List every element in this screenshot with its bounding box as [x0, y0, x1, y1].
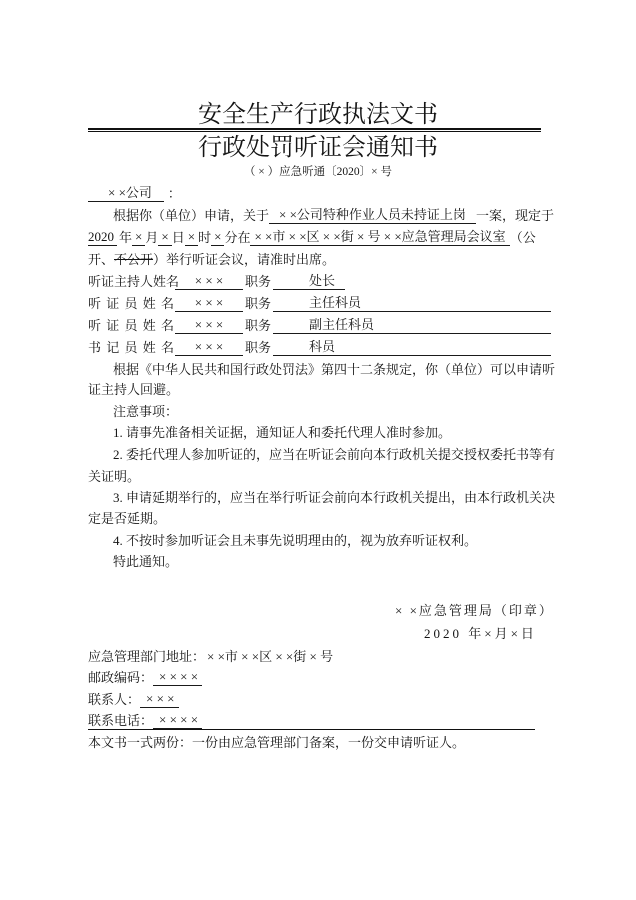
- issue-date: [424, 624, 537, 642]
- hearing-hour: ×: [185, 229, 198, 246]
- staff-name: × × ×: [175, 339, 243, 356]
- hearing-minute: ×: [211, 229, 224, 246]
- phone-label: 联系电话：: [88, 713, 154, 728]
- hearing-location: × ×市 × ×区 × ×街 × 号 × ×应急管理局会议室: [250, 229, 509, 246]
- addressee-name: × ×公司: [88, 185, 164, 202]
- document-title: 行政处罚听证会通知书: [198, 135, 438, 161]
- note-text: 2. 委托代理人参加听证的，应当在听证会前向本行政机关提交授权委托书等有: [113, 447, 556, 462]
- note-item-1: [113, 423, 451, 441]
- note-item-2-cont: [88, 467, 140, 485]
- notice-suffix: 一案，现定于: [475, 208, 554, 223]
- public-option-end: 开、: [88, 252, 115, 267]
- staff-label: 书 记 员 姓 名: [88, 340, 174, 355]
- staff-name: × × ×: [175, 317, 243, 334]
- footnote-text: 本文书一式两份：一份由应急管理部门备案，一份交申请听证人。: [88, 735, 466, 750]
- minute-unit: 分在: [224, 230, 251, 245]
- legal-basis-text: 根据《中华人民共和国行政处罚法》第四十二条规定，你（单位）可以申请听: [113, 362, 556, 377]
- staff-row-presiding: [88, 272, 345, 290]
- note-text: 定是否延期。: [88, 511, 167, 526]
- closing-line: [113, 552, 178, 570]
- notice-line-1: [113, 206, 554, 224]
- staff-row-hearing-officer-2: [88, 316, 551, 334]
- contact-postal: [88, 668, 202, 686]
- person-value: × × ×: [140, 691, 179, 708]
- case-name: × ×公司特种作业人员未持证上岗: [269, 207, 476, 224]
- staff-duty: 处长: [273, 273, 345, 290]
- title-rule-thick: [88, 128, 541, 130]
- note-text: 3. 申请延期举行的，应当在举行听证会前向本行政机关提出，由本行政机关决: [113, 490, 556, 505]
- notice-prefix: 根据你（单位）申请，关于: [113, 208, 270, 223]
- hearing-year: 2020: [88, 229, 117, 246]
- staff-duty: 科员: [273, 339, 551, 356]
- notice-line-2: [88, 228, 536, 246]
- hearing-month: ×: [132, 229, 145, 246]
- staff-row-clerk: [88, 338, 551, 356]
- note-item-3: [113, 488, 555, 506]
- staff-label: 听 证 员 姓 名: [88, 296, 174, 311]
- issuer-seal: [395, 601, 554, 619]
- year-unit: 年: [119, 230, 133, 245]
- notice-line-3: [88, 250, 335, 268]
- legal-basis-line-1: [113, 360, 555, 378]
- issuer-name: × ×应急管理局（印章）: [395, 603, 554, 618]
- address-label: 应急管理部门地址：: [88, 649, 206, 664]
- contact-phone: [88, 711, 202, 729]
- staff-name: × × ×: [175, 295, 243, 312]
- notes-heading-text: 注意事项：: [113, 404, 179, 419]
- staff-duty: 主任科员: [273, 295, 551, 312]
- note-item-4: [113, 531, 477, 549]
- staff-duty-label: 职务: [244, 318, 271, 333]
- note-text: 1. 请事先准备相关证据，通知证人和委托代理人准时参加。: [113, 425, 452, 440]
- staff-label: 听 证 员 姓 名: [88, 318, 174, 333]
- contact-address: [88, 647, 333, 665]
- month-unit: 月: [145, 230, 159, 245]
- addressee-line: [88, 184, 181, 202]
- contact-person: [88, 690, 179, 708]
- staff-duty-label: 职务: [244, 340, 271, 355]
- hour-unit: 时: [198, 230, 212, 245]
- staff-duty-label: 职务: [244, 274, 271, 289]
- notice-ending: ）举行听证会议，请准时出席。: [153, 252, 336, 267]
- hearing-day: ×: [158, 229, 171, 246]
- staff-label: 听证主持人姓名: [88, 274, 180, 289]
- document-series-title: 安全生产行政执法文书: [198, 102, 438, 128]
- addressee-colon: ：: [167, 186, 181, 201]
- staff-duty: 副主任科员: [273, 317, 551, 334]
- staff-duty-label: 职务: [244, 296, 271, 311]
- note-text: 关证明。: [88, 469, 141, 484]
- notes-heading: [113, 402, 178, 420]
- document-number: （ × ）应急听通〔2020〕× 号: [243, 166, 393, 178]
- postal-label: 邮政编码：: [88, 670, 154, 685]
- footnote: [88, 733, 465, 751]
- note-item-2: [113, 445, 555, 463]
- address-value: × ×市 × ×区 × ×街 × 号: [207, 649, 334, 664]
- footer-divider: [88, 729, 535, 730]
- public-option-start: （公: [509, 230, 536, 245]
- title-rule-thin: [88, 131, 541, 132]
- note-text: 4. 不按时参加听证会且未事先说明理由的，视为放弃听证权利。: [113, 533, 478, 548]
- legal-basis-line-2: [88, 380, 179, 398]
- postal-value: × × × ×: [153, 669, 202, 686]
- phone-value: × × × ×: [153, 712, 202, 729]
- staff-name: × × ×: [175, 273, 243, 290]
- issue-date-text: 2020 年×月×日: [424, 626, 537, 641]
- day-unit: 日: [171, 230, 185, 245]
- closing-text: 特此通知。: [113, 554, 179, 569]
- non-public-option-struck: 不公开: [114, 252, 154, 267]
- person-label: 联系人：: [88, 692, 141, 707]
- legal-basis-text: 证主持人回避。: [88, 382, 180, 397]
- note-item-3-cont: [88, 509, 166, 527]
- staff-row-hearing-officer-1: [88, 294, 551, 312]
